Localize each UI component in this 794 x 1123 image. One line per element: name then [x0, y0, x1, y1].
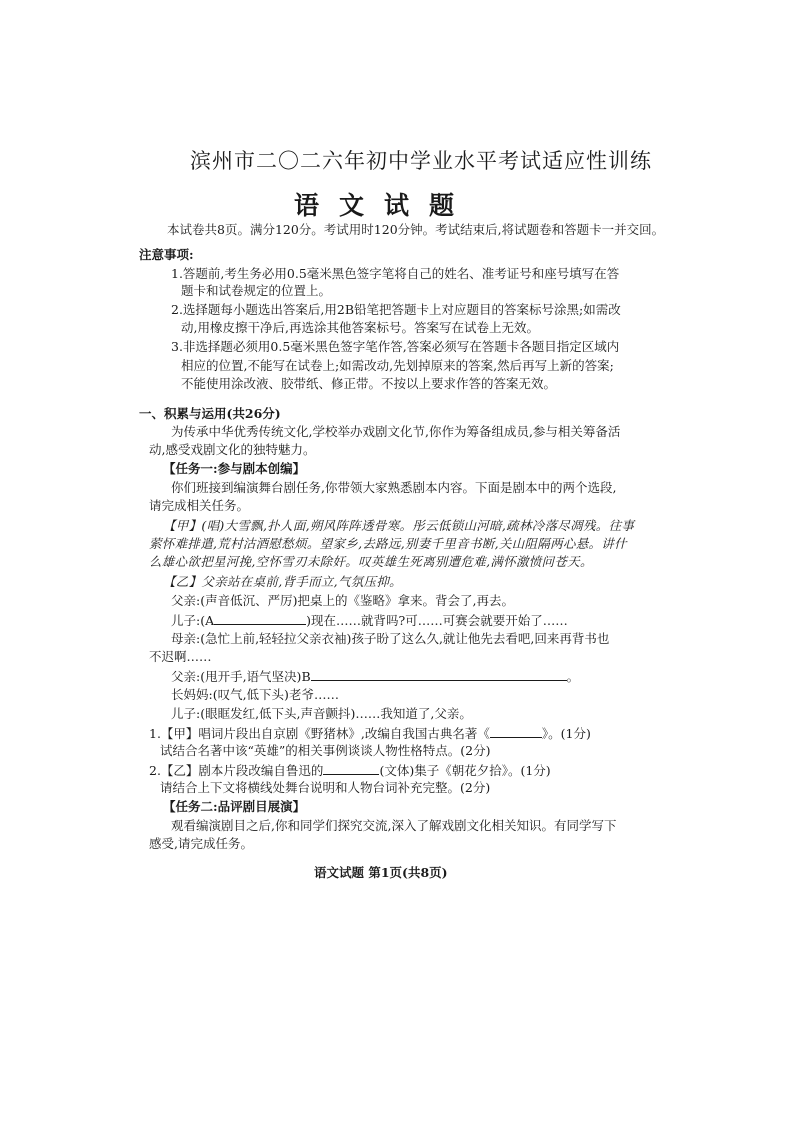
excerpt-jia-line-3: 么雄心欲把星河挽,空怀雪刃未除奸。叹英雄生死离别遭危难,满怀激愤问苍天。 — [149, 554, 593, 569]
chang-ma-line: 长妈妈:(叹气,低下头)老爷…… — [171, 687, 339, 702]
task-1-desc-line-2: 请完成相关任务。 — [149, 498, 250, 513]
father-line-2-suffix: 。 — [566, 669, 580, 684]
father-line-1: 父亲:(声音低沉、严厉)把桌上的《鉴略》拿来。背会了,再去。 — [171, 593, 514, 608]
question-2-sub: 请结合上下文将横线处舞台说明和人物台词补充完整。(2分) — [160, 780, 491, 795]
question-1-prefix: 1.【甲】唱词片段出自京剧《野猪林》,改编自我国古典名著《 — [149, 726, 490, 741]
page-footer: 语文试题 第1页(共8页) — [314, 865, 448, 880]
task-1-desc-line-1: 你们班接到编演舞台剧任务,你带领大家熟悉剧本内容。下面是剧本中的两个选段, — [171, 480, 617, 495]
blank-b[interactable] — [311, 668, 567, 681]
father-line-2 — [171, 668, 579, 685]
blank-a[interactable] — [214, 612, 306, 625]
question-2-suffix: (文体)集子《朝花夕拾》。(1分) — [379, 763, 551, 778]
question-2 — [149, 762, 551, 779]
son-line-1-prefix: 儿子:(A — [171, 613, 215, 628]
task-1-title: 【任务一:参与剧本创编】 — [163, 461, 306, 476]
father-line-2-prefix: 父亲:(甩开手,语气坚决)B — [171, 669, 311, 684]
task-2-desc-line-1: 观看编演剧目之后,你和同学们探究交流,深入了解戏剧文化相关知识。有同学写下 — [171, 818, 617, 833]
mother-line-1: 母亲:(急忙上前,轻轻拉父亲衣袖)孩子盼了这么久,就让他先去看吧,回来再背书也 — [171, 631, 610, 646]
note-2-line-2: 动,用橡皮擦干净后,再选涂其他答案标号。答案写在试卷上无效。 — [181, 320, 539, 335]
note-1-line-2: 题卡和试卷规定的位置上。 — [181, 283, 332, 298]
son-line-2: 儿子:(眼眶发红,低下头,声音颤抖)……我知道了,父亲。 — [171, 706, 472, 721]
note-3-line-1: 3.非选择题必须用0.5毫米黑色签字笔作答,答案必须写在答题卡各题目指定区域内 — [171, 339, 620, 354]
son-line-1 — [171, 612, 568, 629]
blank-q2[interactable] — [323, 762, 379, 775]
note-2-line-1: 2.选择题每小题选出答案后,用2B铅笔把答题卡上对应题目的答案标号涂黑;如需改 — [171, 302, 621, 317]
section-1-heading: 一、积累与运用(共26分) — [139, 406, 281, 421]
question-1-sub: 试结合名著中该“英雄”的相关事例谈谈人物性格特点。(2分) — [160, 743, 491, 758]
note-3-line-2: 相应的位置,不能写在试卷上;如需改动,先划掉原来的答案,然后再写上新的答案; — [181, 358, 614, 373]
subject-title: 语文试题 — [294, 191, 475, 220]
blank-q1[interactable] — [490, 725, 542, 738]
excerpt-jia-line-2: 萦怀难排遣,荒村沽酒慰愁烦。望家乡,去路远,别妻千里音书断,关山阻隔两心悬。讲什 — [149, 536, 627, 551]
note-3-line-3: 不能使用涂改液、胶带纸、修正带。不按以上要求作答的答案无效。 — [181, 376, 557, 391]
mother-line-2: 不迟啊…… — [149, 649, 212, 664]
question-1 — [149, 725, 591, 742]
question-1-suffix: 》。(1分) — [541, 726, 591, 741]
son-line-1-suffix: )现在……就背吗?可……可赛会就要开始了…… — [306, 613, 568, 628]
task-2-title: 【任务二:品评剧目展演】 — [163, 799, 306, 814]
note-1-line-1: 1.答题前,考生务必用0.5毫米黑色签字笔将自己的姓名、准考证号和座号填写在答 — [171, 266, 620, 281]
question-2-prefix: 2.【乙】剧本片段改编自鲁迅的 — [149, 763, 324, 778]
section-1-intro-line-1: 为传承中华优秀传统文化,学校举办戏剧文化节,你作为筹备组成员,参与相关筹备活 — [171, 424, 621, 439]
excerpt-jia-line-1: 【甲】(唱)大雪飘,扑人面,朔风阵阵透骨寒。彤云低锁山河暗,疏林冷落尽凋残。往事 — [163, 518, 635, 533]
intro-text: 本试卷共8页。满分120分。考试用时120分钟。考试结束后,将试题卷和答题卡一并交回。 — [167, 222, 665, 237]
task-2-desc-line-2: 感受,请完成任务。 — [149, 836, 253, 851]
exam-title: 滨州市二〇二六年初中学业水平考试适应性训练 — [190, 149, 652, 173]
notes-heading: 注意事项: — [139, 247, 194, 262]
excerpt-yi-stage-direction: 【乙】父亲站在桌前,背手而立,气氛压抑。 — [163, 574, 402, 589]
section-1-intro-line-2: 动,感受戏剧文化的独特魅力。 — [149, 442, 316, 457]
